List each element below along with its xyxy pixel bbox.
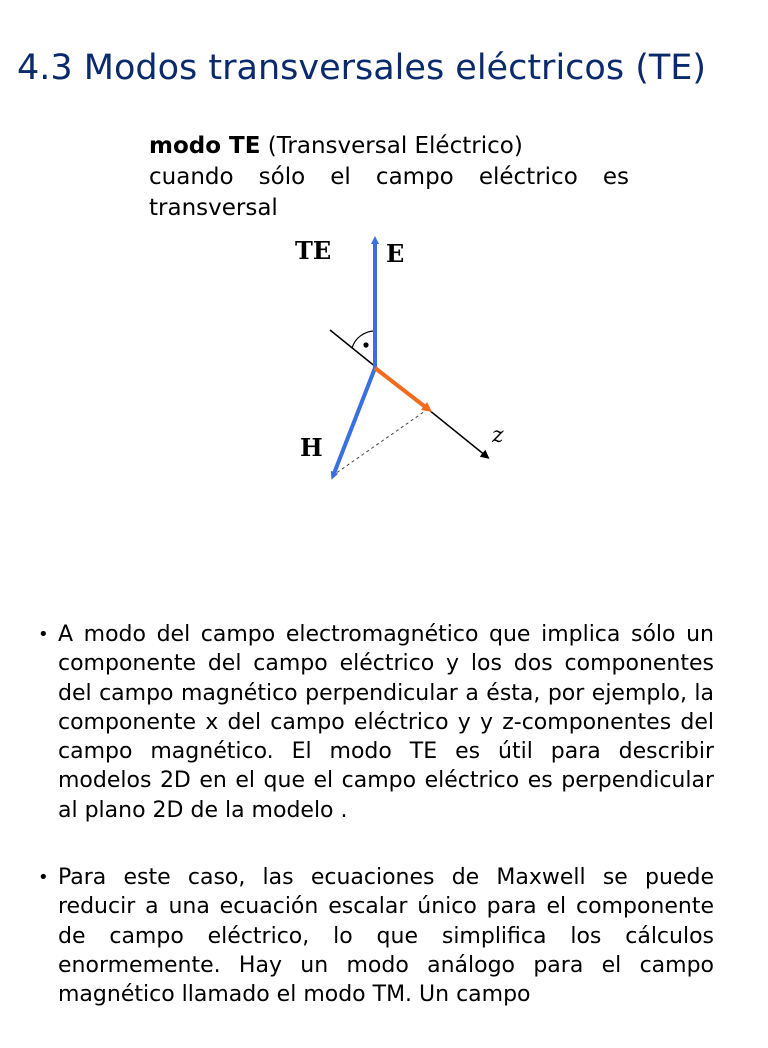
te-definition-line-2: transversal [149, 195, 278, 221]
te-term: modo TE [149, 133, 261, 159]
bullet-text: A modo del campo electromagnético que implica sólo un componente del campo eléctrico y los dos componentes del campo magnético perpendicular a ésta, por ejemplo, la componente x del campo eléctrico y y z-componentes del campo magnético. El modo TE es útil para describir modelos 2D en el que el campo eléctrico es perpendicular al plano 2D de la modelo . [58, 622, 714, 823]
bullet-item-te-description [36, 620, 714, 825]
page-title: 4.3 Modos transversales eléctricos (TE) [17, 48, 706, 88]
bullet-list [36, 620, 714, 1048]
te-term-line [149, 131, 629, 162]
te-mode-diagram [280, 226, 520, 496]
propagation-vector [375, 368, 428, 409]
h-vector [333, 368, 375, 476]
te-definition-line-1: cuando sólo el campo eléctrico es [149, 164, 629, 190]
te-definition [149, 131, 629, 224]
bullet-text: Para este caso, las ecuaciones de Maxwell se puede reducir a una ecuación escalar único para el componente de campo eléctrico, lo que simplifica los cálculos enormemente. Hay un modo análogo para el campo magnético llamado el modo TM. Un campo [58, 865, 714, 1008]
bullet-dot-icon: • [38, 624, 49, 645]
te-term-expansion: (Transversal Eléctrico) [267, 133, 523, 159]
e-label: E [386, 239, 405, 268]
right-angle-dot [363, 342, 368, 347]
bullet-item-maxwell [36, 863, 714, 1009]
z-label: z [492, 423, 504, 448]
bullet-dot-icon: • [38, 867, 49, 889]
te-label: TE [295, 236, 332, 265]
h-label: H [300, 433, 323, 462]
